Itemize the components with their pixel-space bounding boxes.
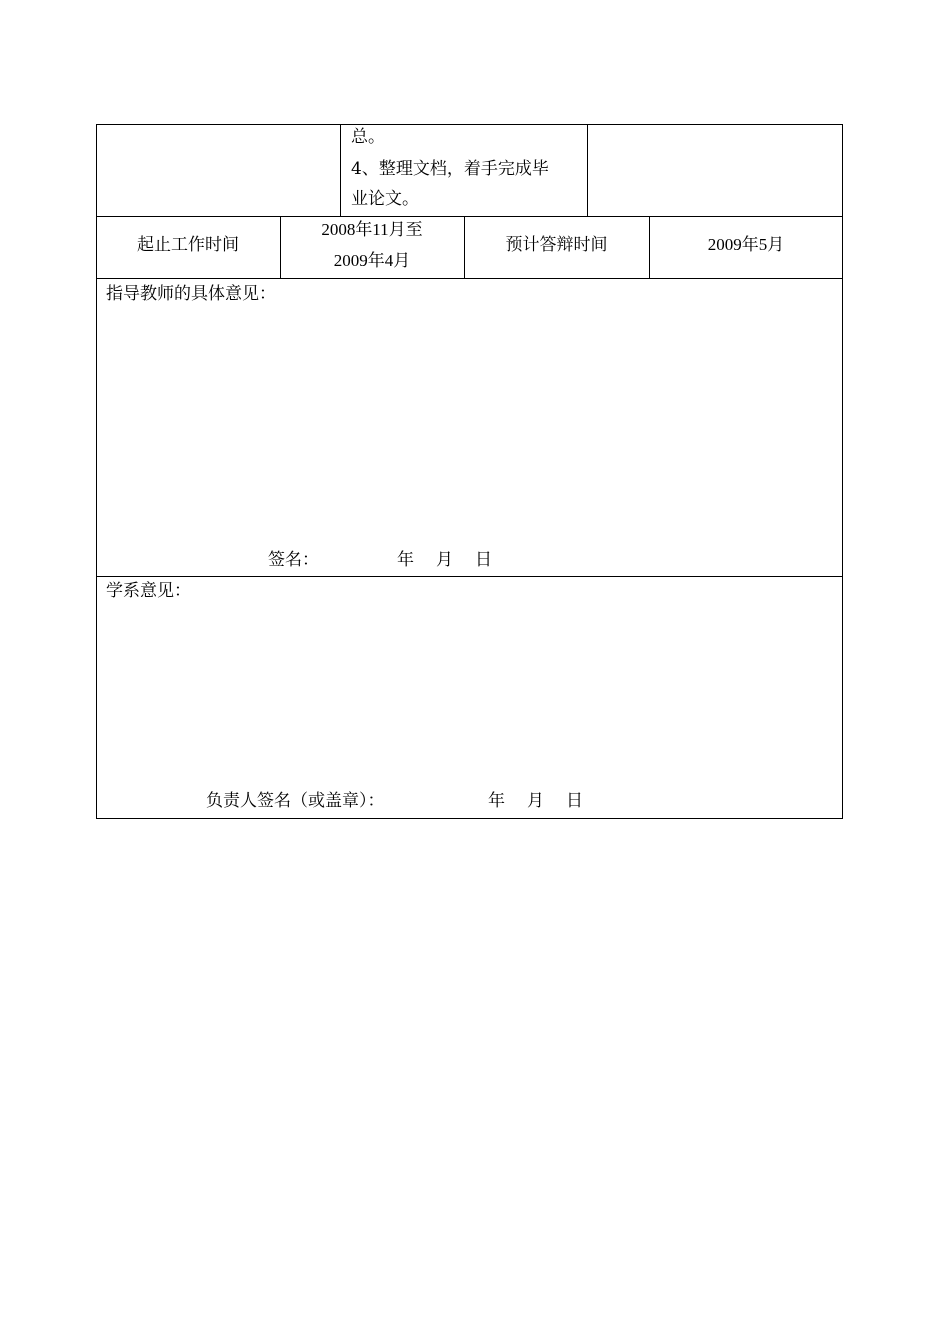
- department-opinion-heading: 学系意见：: [106, 581, 191, 601]
- top-row-divider-2: [587, 124, 588, 217]
- row-divider-2: [96, 278, 843, 279]
- plan-text-line-3: 业论文。: [351, 189, 419, 209]
- plan-text-line-1: 总。: [351, 127, 385, 147]
- row-divider-1: [96, 216, 843, 217]
- advisor-date-month: 月: [436, 550, 453, 570]
- row-divider-3: [96, 576, 843, 577]
- department-signature-label: 负责人签名（或盖章）：: [206, 791, 385, 811]
- department-date-year: 年: [488, 791, 505, 811]
- advisor-opinion-heading: 指导教师的具体意见：: [106, 284, 276, 304]
- advisor-signature-label: 签名：: [268, 550, 319, 570]
- department-date-month: 月: [527, 791, 544, 811]
- defense-time-label: 预计答辩时间: [505, 235, 608, 255]
- plan-text-line-2: 4、整理文档，着手完成毕: [351, 159, 549, 179]
- advisor-date-year: 年: [397, 550, 414, 570]
- form-table: [96, 124, 843, 819]
- work-period-line-1: 2008年11月至: [321, 220, 423, 239]
- department-date-day: 日: [566, 791, 583, 811]
- top-row-divider-1: [340, 124, 341, 217]
- start-end-time-label: 起止工作时间: [137, 235, 239, 255]
- advisor-date-day: 日: [475, 550, 492, 570]
- work-period-line-2: 2009年4月: [333, 251, 411, 270]
- defense-time-value: 2009年5月: [707, 235, 785, 254]
